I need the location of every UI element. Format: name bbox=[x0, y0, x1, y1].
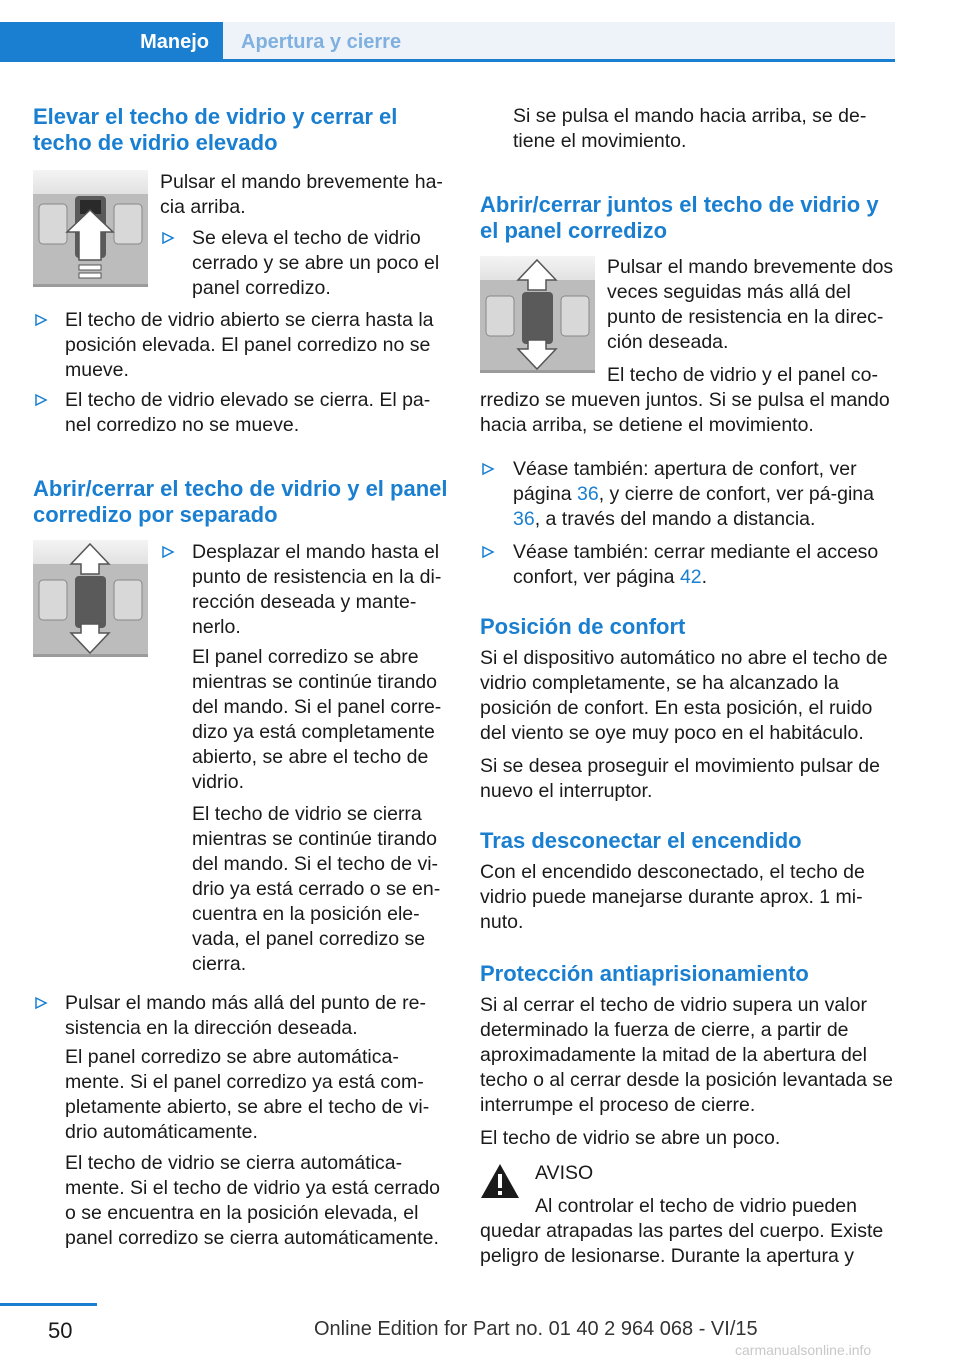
heading-antiaprisionamiento: Protección antiaprisionamiento bbox=[480, 961, 809, 986]
bullet-vease-confort: Véase también: apertura de confort, ver página 36, y cierre de confort, ver pá-gina 36, a través del mando a distancia. bbox=[513, 458, 874, 530]
tab-manejo-label: Manejo bbox=[140, 30, 209, 53]
text-pulsar-arriba: Pulsar el mando brevemente ha-cia arriba. bbox=[160, 171, 443, 218]
text-antiaprisionamiento: Si al cerrar el techo de vidrio supera un valor determinado la fuerza de cierre, a partir de aproximadamente la mitad de la abertura del techo o al cerrar desde la posición levantada se interrumpe el proceso de cierre. bbox=[480, 994, 894, 1116]
heading-abrir-juntos: Abrir/cerrar juntos el techo de vidrio y el panel corredizo bbox=[480, 192, 879, 243]
bullet-triangle-icon bbox=[480, 460, 496, 478]
bullet-triangle-icon bbox=[33, 391, 49, 409]
text-pulsa-detiene: Si se pulsa el mando hacia arriba, se de-tiene el movimiento. bbox=[513, 105, 867, 152]
text-pulsar-dos-veces: Pulsar el mando brevemente dos veces seguidas más allá del punto de resistencia en la direc-ción deseada. bbox=[607, 256, 894, 353]
bullet-triangle-icon bbox=[480, 543, 496, 561]
warning-text-a: Al controlar el techo de vidrio pueden bbox=[535, 1195, 857, 1217]
page-link-36[interactable]: 36 bbox=[513, 508, 535, 530]
tab-apertura-y-cierre[interactable] bbox=[223, 22, 895, 62]
heading-tras-desconectar: Tras desconectar el encendido bbox=[480, 828, 802, 853]
page-link-42[interactable]: 42 bbox=[679, 566, 702, 588]
bullet-techo-elevado: El techo de vidrio elevado se cierra. El pa-nel corredizo no se mueve. bbox=[65, 389, 431, 436]
heading-posicion-confort: Posición de confort bbox=[480, 614, 686, 639]
text-posicion-confort: Si el dispositivo automático no abre el techo de vidrio completamente, se ha alcanzado la posición de confort. En esta posición, el ruido del viento se oye muy poco en el habitáculo. bbox=[480, 647, 888, 744]
bullet-triangle-icon bbox=[33, 994, 49, 1012]
bullet-techo-abierto: El techo de vidrio abierto se cierra hasta la posición elevada. El panel corredizo no se mueve. bbox=[65, 309, 434, 381]
tab-manejo[interactable] bbox=[0, 22, 223, 62]
edition-text: Online Edition for Part no. 01 40 2 964 068 - VI/15 bbox=[314, 1318, 758, 1340]
page-number: 50 bbox=[48, 1318, 73, 1343]
tab-apertura-label: Apertura y cierre bbox=[241, 30, 402, 53]
page-header bbox=[0, 0, 960, 62]
header-rule bbox=[0, 59, 895, 62]
text-techo-cierra-auto: El techo de vidrio se cierra automática-mente. Si el techo de vidrio ya está cerrado o se encuentra en la posición elevada, el panel corredizo se cierra automáticamente. bbox=[65, 1152, 441, 1249]
bullet-triangle-icon bbox=[33, 311, 49, 329]
text-encendido-desconectado: Con el encendido desconectado, el techo de vidrio puede manejarse durante aprox. 1 mi-nuto. bbox=[480, 861, 865, 933]
text-abre-poco: El techo de vidrio se abre un poco. bbox=[480, 1127, 781, 1149]
bullet-se-eleva: Se eleva el techo de vidrio cerrado y se abre un poco el panel corredizo. bbox=[192, 227, 440, 299]
text-panel-abre-auto: El panel corredizo se abre automática-mente. Si el panel corredizo ya está com-pletamente abierto, se abre el techo de vi-drio automáticamente. bbox=[65, 1046, 430, 1143]
text-proseguir: Si se desea proseguir el movimiento pulsar de nuevo el interruptor. bbox=[480, 755, 880, 802]
text-juntos-b: rredizo se mueven juntos. Si se pulsa el mando hacia arriba, se detiene el movimiento. bbox=[480, 389, 890, 436]
warning-title: AVISO bbox=[535, 1162, 594, 1184]
bullet-triangle-icon bbox=[160, 543, 176, 561]
warning-icon bbox=[480, 1163, 520, 1199]
bullet-desplazar-mando: Desplazar el mando hasta el punto de resistencia en la di-rección deseada y mante-nerlo. bbox=[192, 541, 442, 638]
warning-text-b: quedar atrapadas las partes del cuerpo. Existe peligro de lesionarse. Durante la apertura y bbox=[480, 1220, 884, 1267]
bullet-vease-acceso: Véase también: cerrar mediante el acceso confort, ver página 42. bbox=[513, 541, 879, 588]
roof-switch-updown-image bbox=[33, 540, 148, 657]
footer-rule bbox=[0, 1303, 97, 1306]
heading-elevar-techo: Elevar el techo de vidrio y cerrar el techo de vidrio elevado bbox=[33, 104, 398, 155]
text-panel-abre: El panel corredizo se abre mientras se continúe tirando del mando. Si el panel corre-dizo ya está completamente abierto, se abre el techo de vidrio. bbox=[192, 646, 442, 793]
watermark: carmanualsonline.info bbox=[735, 1342, 872, 1358]
heading-abrir-separado: Abrir/cerrar el techo de vidrio y el panel corredizo por separado bbox=[33, 476, 448, 527]
text-juntos-a: El techo de vidrio y el panel co- bbox=[607, 364, 878, 386]
page-link-36[interactable]: 36 bbox=[576, 483, 599, 505]
roof-switch-double-image bbox=[480, 256, 595, 373]
bullet-triangle-icon bbox=[160, 229, 176, 247]
text-techo-cierra: El techo de vidrio se cierra mientras se continúe tirando del mando. Si el techo de vi-drio ya está cerrado o se en-cuentra en la posición ele-vada, el panel corredizo se cierra. bbox=[192, 803, 441, 975]
bullet-pulsar-mas-alla: Pulsar el mando más allá del punto de re-sistencia en la dirección deseada. bbox=[65, 992, 426, 1039]
roof-switch-up-image bbox=[33, 170, 148, 287]
